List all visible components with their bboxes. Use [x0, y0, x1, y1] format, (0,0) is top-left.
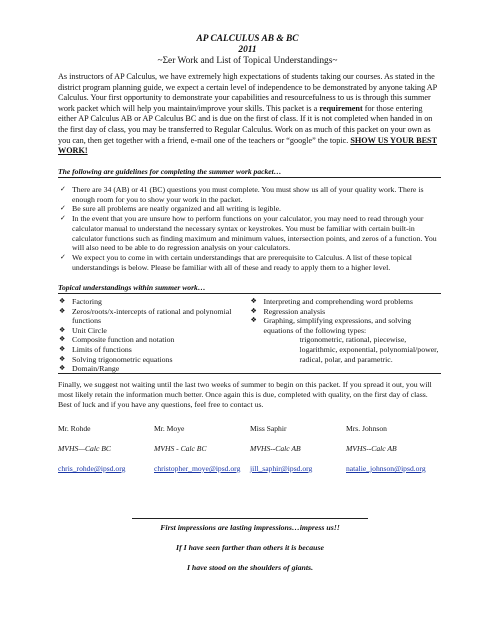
topic-item	[58, 345, 250, 355]
topics-right-column	[250, 297, 442, 374]
topic-text: Unit Circle	[72, 325, 107, 335]
teacher-course: MVHS--Calc AB	[346, 444, 397, 453]
intro-text-1: As instructors of AP Calculus, we have extremely high expectations of students taking our courses. As stated in the district program planning guide, we expect a certain level of independence to be demonstrated by anyone taking AP Calculus. Your first opportunity to demonstrate your capabilities and resourcefulness to us is through this summer work packet which will help you maintain/improve your skills. This packet is a	[58, 72, 437, 113]
teacher-names-row	[58, 424, 478, 434]
topics-left-list	[58, 297, 250, 374]
guidelines-heading: The following are guidelines for completing the summer work packet…	[58, 167, 441, 178]
checkmark-icon: ✓	[60, 185, 66, 193]
guideline-item	[58, 214, 441, 253]
checkmark-icon: ✓	[60, 204, 66, 213]
email-link-moye[interactable]: christopher_moye@ipsd.org	[154, 464, 241, 473]
intro-bold-word: requirement	[319, 103, 363, 113]
topic-text: Solving trigonometric equations	[72, 354, 173, 364]
equation-type-line: radical, polar, and parametric.	[299, 354, 393, 364]
email-link-rohde[interactable]: chris_rohde@ipsd.org	[58, 464, 126, 473]
teacher-course: MVHS—Calc BC	[58, 444, 111, 453]
topic-text: Regression analysis	[263, 306, 326, 316]
diamond-bullet-icon: ❖	[59, 306, 66, 315]
topic-item	[58, 297, 250, 307]
guideline-text: In the event that you are unsure how to perform functions on your calculator, you may need to read through your calculator manual to understand the necessary syntax or keystrokes. You must be familiar with certain built-in calculator functions such as finding maximum and minimum values, intersection points, and zeros of a function. You will also need to be able to do regression analysis on your calculators.	[72, 214, 437, 253]
title-line-2: 2011	[238, 45, 257, 55]
equation-type-line: logarithmic, exponential, polynomial/power,	[299, 344, 439, 354]
topic-text: Zeros/roots/x-intercepts of rational and polynomial functions	[72, 306, 232, 326]
diamond-bullet-icon: ❖	[250, 297, 257, 305]
equation-types	[250, 335, 442, 364]
subtitle: ~Σer Work and List of Topical Understandings~	[157, 56, 338, 66]
topic-text: Interpreting and comprehending word problems	[263, 297, 413, 306]
quotes-box	[132, 518, 368, 573]
topic-text: Factoring	[72, 297, 102, 306]
topic-item	[250, 297, 442, 307]
teacher-name: Miss Saphir	[250, 424, 287, 433]
guidelines-list-container	[58, 185, 441, 272]
equation-type-line: trigonometric, rational, piecewise,	[299, 335, 407, 345]
teacher-name: Mr. Rohde	[58, 424, 91, 433]
diamond-bullet-icon: ❖	[59, 325, 66, 334]
closing-paragraph: Finally, we suggest not waiting until the last two weeks of summer to begin on this packet. If you spread it out, you will most likely retain the information much better. Once again this is due, completed with quality, on the first day of class. Best of luck and if you have any questions, feel free to contact us.	[58, 380, 432, 409]
topic-item	[250, 316, 442, 335]
teacher-name: Mr. Moye	[154, 424, 185, 433]
checkmark-icon: ✓	[60, 214, 66, 223]
diamond-bullet-icon: ❖	[59, 335, 66, 344]
email-link-saphir[interactable]: jill_saphir@ipsd.org	[250, 464, 313, 473]
teacher-name: Mrs. Johnson	[346, 424, 387, 433]
topic-text: Domain/Range	[72, 364, 120, 374]
topics-columns	[58, 297, 441, 374]
quote-line-2: If I have seen farther than others it is because	[176, 543, 324, 552]
diamond-bullet-icon: ❖	[59, 354, 66, 363]
section-divider	[58, 373, 441, 374]
title-line-1: AP CALCULUS AB & BC	[196, 34, 299, 44]
topic-item	[58, 335, 250, 345]
diamond-bullet-icon: ❖	[59, 297, 66, 305]
guideline-item	[58, 204, 441, 214]
topic-item	[58, 326, 250, 336]
intro-call-to-action: SHOW US YOUR BEST WORK!	[58, 135, 438, 156]
teacher-course: MVHS--Calc AB	[250, 444, 301, 453]
topics-left-column	[58, 297, 250, 374]
topic-text: Composite function and notation	[72, 335, 175, 345]
topic-item	[250, 307, 442, 317]
topic-text: Limits of functions	[72, 344, 132, 354]
guideline-text: There are 34 (AB) or 41 (BC) questions you must complete. You must show us all of your quality work. There is enough room for you to show your work in the packet.	[72, 185, 424, 204]
diamond-bullet-icon: ❖	[59, 364, 66, 373]
checkmark-icon: ✓	[60, 252, 66, 261]
intro-paragraph	[58, 72, 441, 157]
guideline-item	[58, 185, 441, 204]
quote-line-1: First impressions are lasting impressions…impress us!!	[160, 523, 340, 532]
topics-right-list	[250, 297, 442, 335]
guidelines-list	[58, 185, 441, 272]
teacher-courses-row	[58, 444, 478, 454]
topic-item	[58, 355, 250, 365]
intro-text-2: for those entering either AP Calculus AB or AP Calculus BC and is due on the first of class. If it is not completed when handed in on the first day of class, you may be transferred to Regular Calculus. Work on as much of this packet on your own as you can, then get together with a friend, e-mail one of the teachers or “google” the topic.	[58, 103, 433, 145]
topic-text: Graphing, simplifying expressions, and solving equations of the following types:	[263, 316, 412, 335]
document-header	[0, 34, 495, 67]
guideline-item	[58, 253, 441, 272]
teacher-emails-row	[58, 464, 478, 474]
diamond-bullet-icon: ❖	[250, 316, 257, 325]
teacher-contacts	[58, 424, 478, 474]
topics-heading: Topical understandings within summer work…	[58, 283, 441, 294]
guideline-text: We expect you to come in with certain understandings that are prerequisite to Calculus. A list of these topical understandings is below. Please be familiar with all of these and ready to apply them to a higher level.	[72, 252, 412, 272]
quote-line-3: I have stood on the shoulders of giants.	[186, 563, 314, 572]
teacher-course: MVHS - Calc BC	[154, 444, 207, 453]
diamond-bullet-icon: ❖	[250, 306, 257, 315]
email-link-johnson[interactable]: natalie_johnson@ipsd.org	[346, 464, 426, 473]
guideline-text: Be sure all problems are neatly organized and all writing is legible.	[72, 204, 282, 214]
diamond-bullet-icon: ❖	[59, 344, 66, 353]
topic-item	[58, 307, 250, 326]
